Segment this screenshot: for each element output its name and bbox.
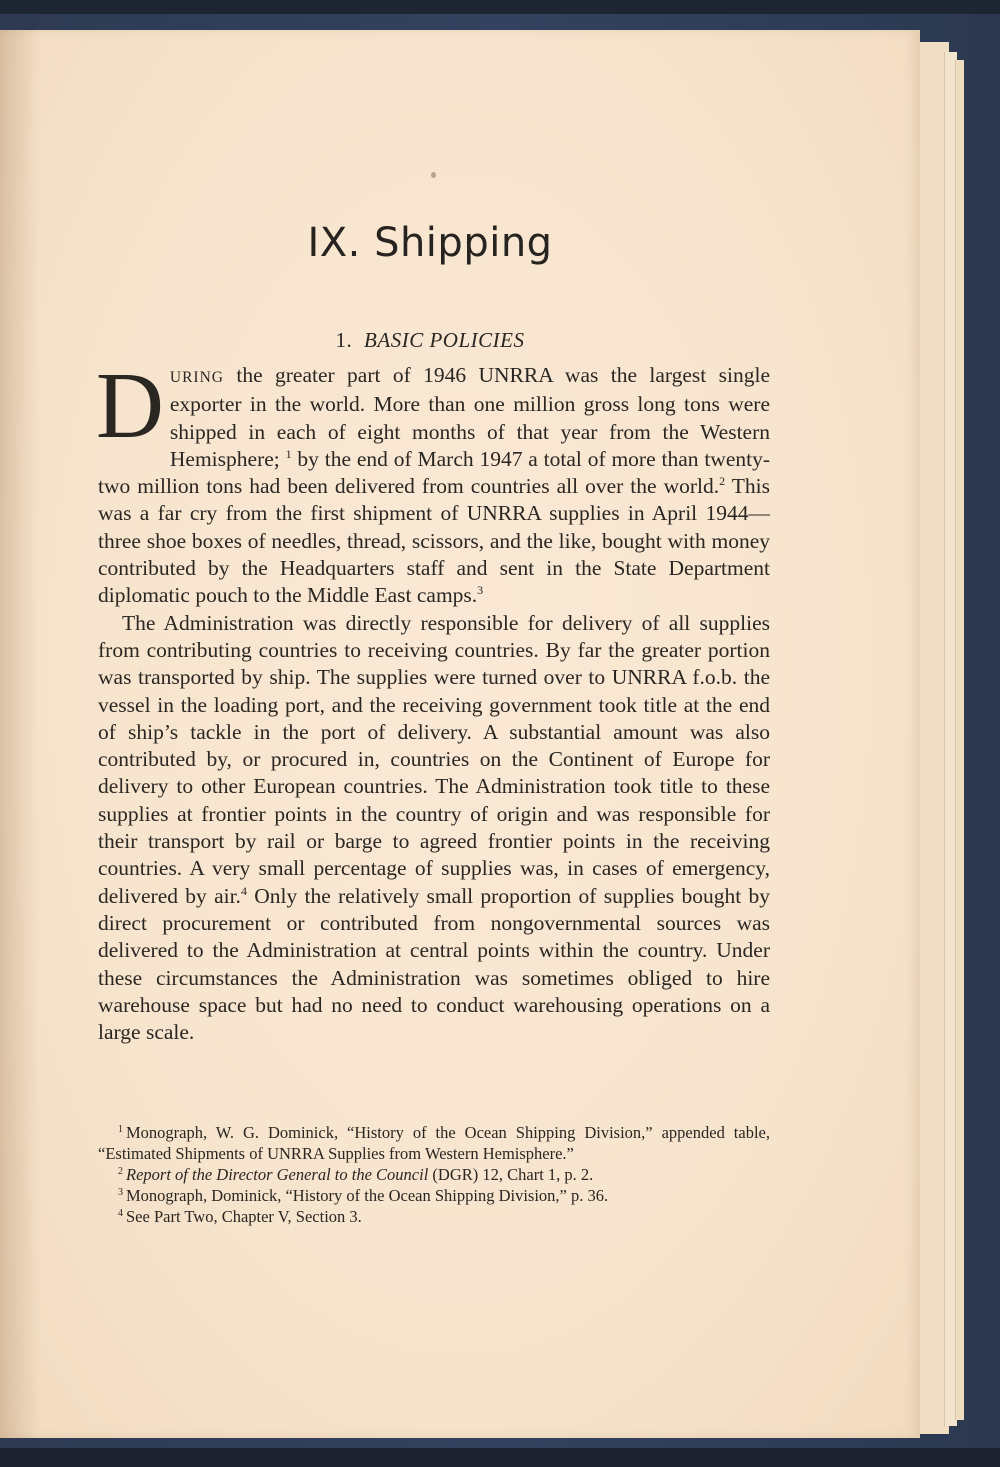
section-heading <box>0 328 860 353</box>
chapter-title: IX. Shipping <box>307 220 553 266</box>
text-run: Only the relatively small proportion of supplies bought by direct procurement or contributed from nongovernmental sources was delivered to the Administration at central points within the country. Under these circumstances the Administration was sometimes obliged to hire warehouse space but had no need to conduct warehousing operations on a large scale. <box>98 883 770 1045</box>
body-text <box>96 354 770 1046</box>
footnote-mark: 3 <box>118 1186 123 1198</box>
footnote-text: Monograph, W. G. Dominick, “History of the Ocean Shipping Division,” appended table, “Estimated Shipments of UNRRA Supplies from Western Hemisphere.” <box>98 1123 770 1163</box>
text-run: the greater part of 1946 UNRRA was the largest single exporter in the world. More than one million gross long tons were shipped in each of eight months of that year from the Western Hemisphere; <box>169 363 770 471</box>
ink-spot <box>431 172 436 178</box>
footnote-mark: 1 <box>118 1123 123 1135</box>
footnote-ref: 2 <box>719 474 726 489</box>
footnote-text: See Part Two, Chapter V, Section 3. <box>126 1207 362 1226</box>
footnote <box>98 1206 770 1227</box>
footnote <box>98 1164 770 1185</box>
text-run: The Administration was directly responsible for delivery of all supplies from contributing countries to receiving countries. By far the greater portion was transported by ship. The supplies were turned over to UNRRA f.o.b. the vessel in the loading port, and the receiving government took title at the end of ship’s tackle in the port of delivery. A substantial amount was also contributed by, or procured in, countries on the Continent of Europe for delivery to other European countries. The Administration took title to these supplies at frontier points in the country of origin and was responsible for their transport by rail or barge to agreed frontier points in the receiving countries. A very small percentage of supplies was, in cases of emergency, delivered by air. <box>98 610 770 908</box>
text-run: by the end of March 1947 a total of more than twenty-two million tons had been delivered from countries all over the world. <box>98 446 770 499</box>
footnote-mark: 2 <box>118 1165 123 1177</box>
drop-cap: D <box>96 354 164 458</box>
footnote-ref: 1 <box>285 446 292 461</box>
footnote-text: (DGR) 12, Chart 1, p. 2. <box>428 1165 594 1184</box>
footnote <box>98 1122 770 1164</box>
paragraph <box>96 354 770 610</box>
footnote-ref: 3 <box>477 583 484 598</box>
footnote-ref: 4 <box>240 883 247 898</box>
page-stack-edge <box>955 60 964 1420</box>
footnote-italic-title: Report of the Director General to the Council <box>126 1165 429 1184</box>
footnotes <box>98 1122 770 1227</box>
footnote-text: Monograph, Dominick, “History of the Ocean Shipping Division,” p. 36. <box>126 1186 609 1205</box>
footnote <box>98 1185 770 1206</box>
section-number: 1. <box>335 328 353 352</box>
section-title: BASIC POLICIES <box>364 328 525 352</box>
small-caps-word: URING <box>169 369 224 386</box>
paragraph <box>98 610 770 1047</box>
text-run: This was a far cry from the first shipment of UNRRA supplies in April 1944—three shoe boxes of needles, thread, scissors, and the like, bought with money contributed by the Headquarters staff and sent in the State Department diplomatic pouch to the Middle East camps. <box>98 474 770 608</box>
footnote-mark: 4 <box>118 1207 123 1219</box>
background-bottom <box>0 1448 1000 1467</box>
